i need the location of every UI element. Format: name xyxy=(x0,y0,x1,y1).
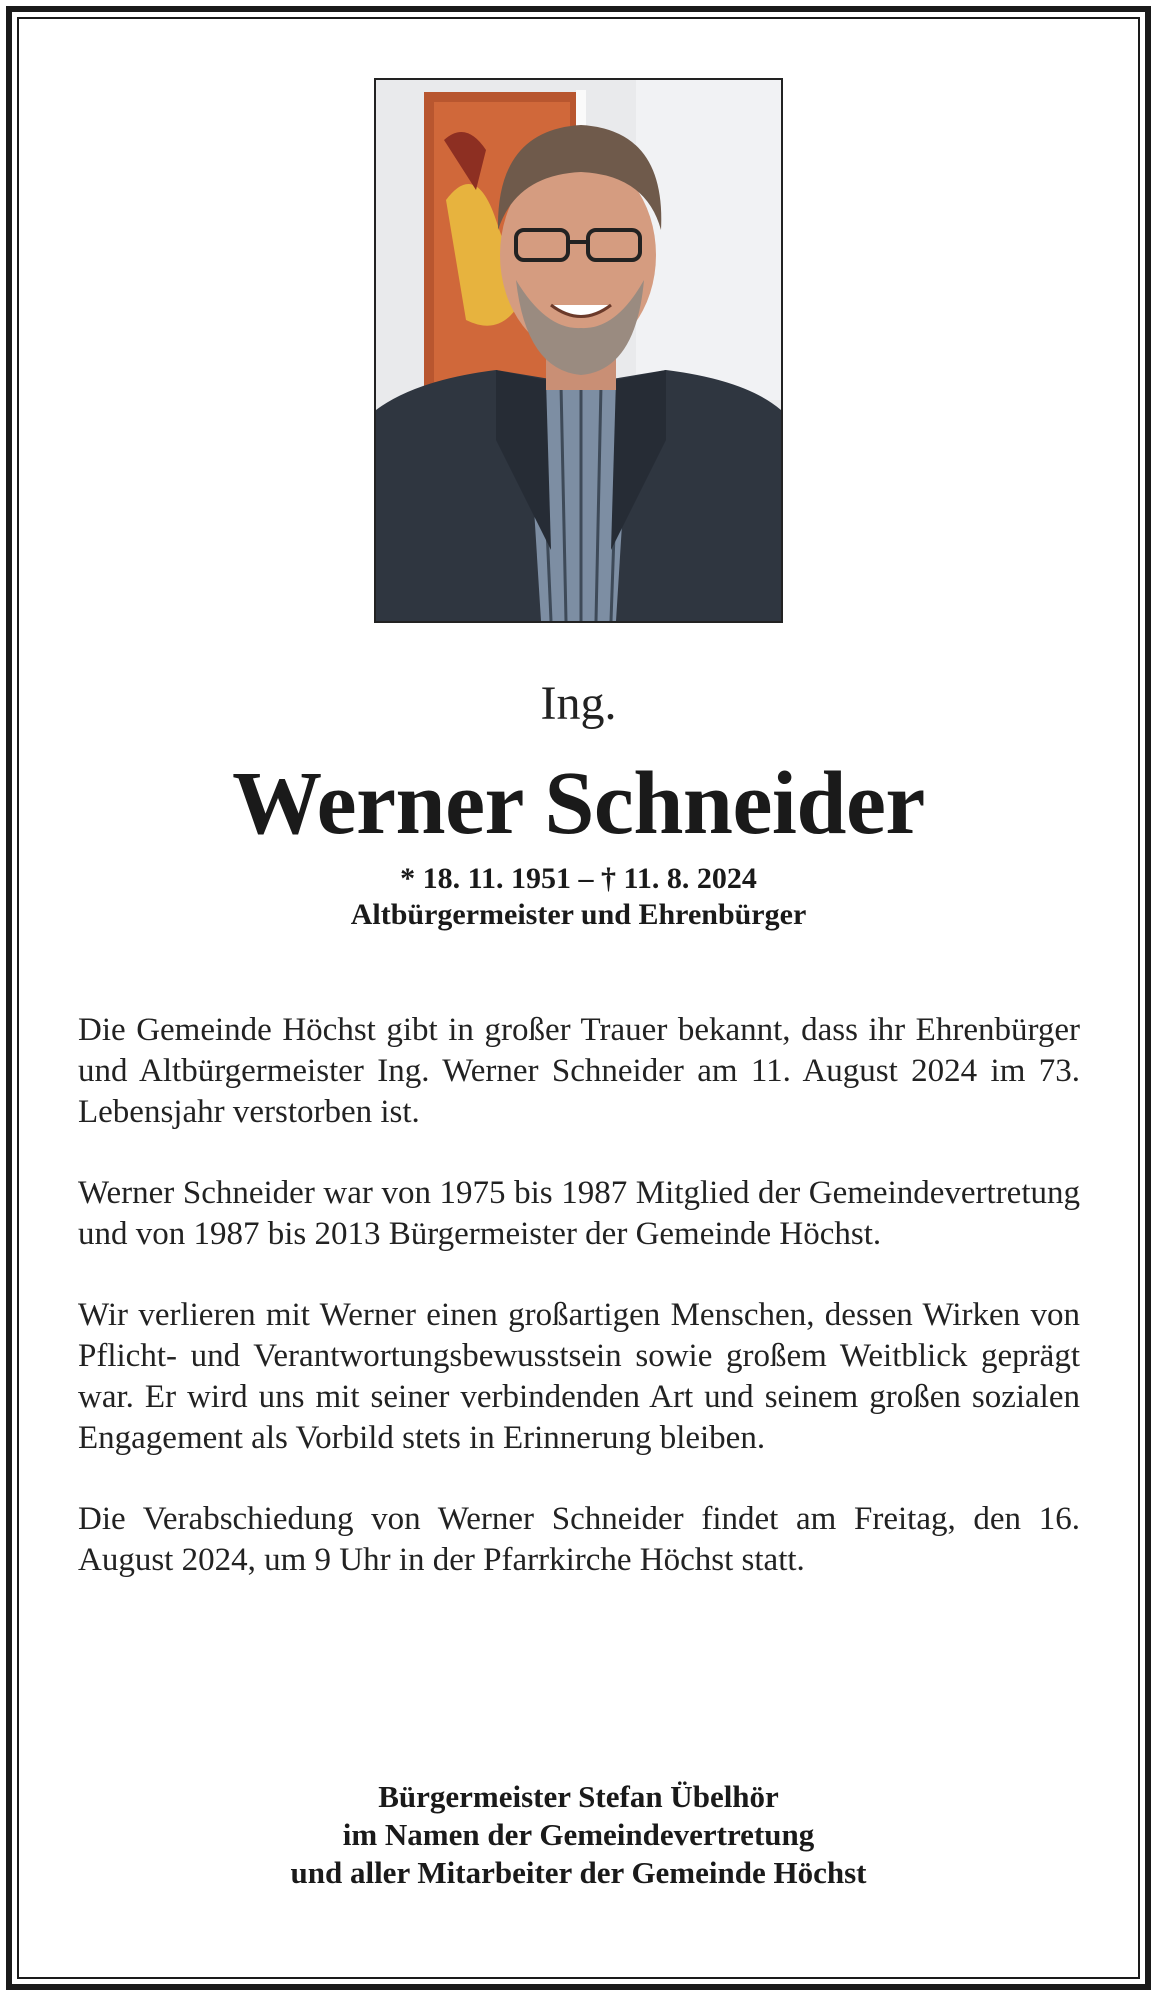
signature-line-1: Bürgermeister Stefan Übelhör xyxy=(378,1779,779,1814)
signature-block xyxy=(0,1778,1157,1892)
paragraph-career: Werner Schneider war von 1975 bis 1987 Mitglied der Gemeindevertretung und von 1987 bis 2013 Bürgermeister der Gemeinde Höchst. xyxy=(78,1175,1080,1252)
deceased-name: Werner Schneider xyxy=(232,754,925,853)
signature-line-2: im Namen der Gemeindevertretung xyxy=(342,1817,815,1852)
life-dates: * 18. 11. 1951 – † 11. 8. 2024 xyxy=(400,862,757,895)
paragraph-tribute: Wir verlieren mit Werner einen großartigen Menschen, dessen Wirken von Pflicht- und Verantwortungsbewusstsein sowie großem Weitblick geprägt war. Er wird uns mit seiner verbindenden Art und seinem großen sozialen Engagement als Vorbild stets in Erinnerung bleiben. xyxy=(78,1297,1080,1456)
paragraph-announcement: Die Gemeinde Höchst gibt in großer Trauer bekannt, dass ihr Ehrenbürger und Altbürgermeister Ing. Werner Schneider am 11. August 2024 im 73. Lebensjahr verstorben ist. xyxy=(78,1012,1080,1130)
title-prefix: Ing. xyxy=(540,677,617,730)
paragraph-funeral: Die Verabschiedung von Werner Schneider findet am Freitag, den 16. August 2024, um 9 Uhr in der Pfarrkirche Höchst statt. xyxy=(78,1501,1080,1578)
honorary-role: Altbürgermeister und Ehrenbürger xyxy=(350,898,807,931)
signature-line-3: und aller Mitarbeiter der Gemeinde Höchst xyxy=(290,1855,867,1890)
portrait-photo xyxy=(374,78,783,623)
notice-body xyxy=(78,1010,1080,1621)
